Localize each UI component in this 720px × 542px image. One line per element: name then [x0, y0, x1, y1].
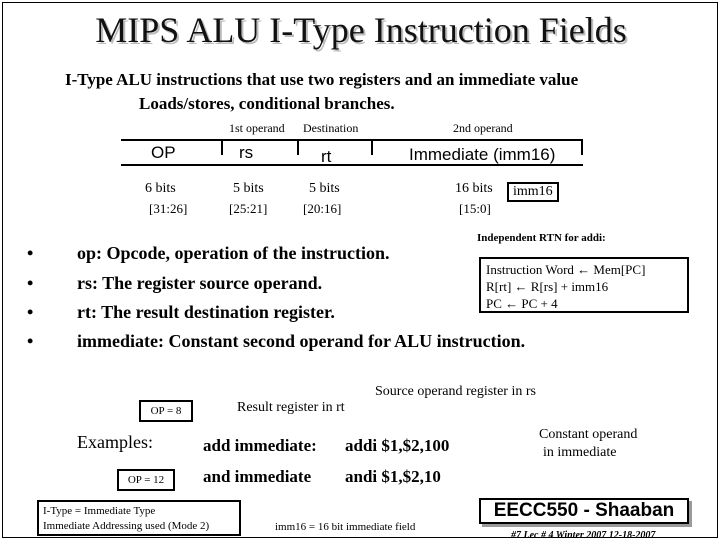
intro-line-2: Loads/stores, conditional branches. — [139, 94, 395, 113]
course-box: EECC550 - Shaaban — [479, 498, 689, 524]
field-rs: rs — [239, 143, 254, 162]
op-box-8: OP = 8 — [139, 400, 193, 422]
example-1-code: addi $1,$2,100 — [345, 436, 450, 455]
range-op: [31:26] — [149, 201, 188, 216]
bits-rs: 5 bits — [233, 181, 264, 196]
bullet-text: immediate: Constant second operand for ALU instruction. — [77, 331, 526, 351]
format-divider-2 — [297, 139, 299, 155]
bullet-marker: • — [27, 273, 34, 293]
slide-info: #7 Lec # 4 Winter 2007 12-18-2007 — [511, 530, 656, 538]
imm16-note: imm16 = 16 bit immediate field — [275, 521, 416, 533]
rtn-box — [479, 257, 689, 313]
bullet-2 — [27, 273, 323, 294]
range-immediate: [15:0] — [459, 201, 491, 216]
example-1-desc: add immediate: — [203, 436, 317, 455]
bullet-text: rs: The register source operand. — [77, 273, 323, 293]
field-immediate: Immediate (imm16) — [409, 145, 556, 164]
examples-label: Examples: — [77, 432, 153, 452]
source-operand-note: Source operand register in rs — [375, 384, 536, 399]
intro-line-1: I-Type ALU instructions that use two registers and an immediate value — [65, 70, 579, 89]
itype-note-box — [37, 500, 241, 536]
rtn-line-2: R[rt] ← R[rs] + imm16 — [486, 279, 609, 294]
label-second-operand: 2nd operand — [453, 121, 513, 135]
rtn-line-3: PC ← PC + 4 — [486, 296, 558, 311]
bits-op: 6 bits — [145, 181, 176, 196]
format-divider-end — [581, 139, 583, 155]
result-register-note: Result register in rt — [237, 400, 345, 415]
example-2-desc: and immediate — [203, 467, 312, 486]
format-top-line — [121, 139, 583, 141]
bullet-text: op: Opcode, operation of the instruction. — [77, 243, 390, 263]
itype-note-line-2: Immediate Addressing used (Mode 2) — [43, 520, 210, 532]
itype-note-line-1: I-Type = Immediate Type — [43, 505, 156, 517]
bullet-marker: • — [27, 243, 34, 263]
field-rt: rt — [321, 147, 332, 166]
bits-immediate: 16 bits — [455, 181, 493, 196]
label-first-operand: 1st operand — [229, 121, 285, 135]
bits-rt: 5 bits — [309, 181, 340, 196]
range-rt: [20:16] — [303, 201, 342, 216]
example-2-code: andi $1,$2,10 — [345, 467, 441, 486]
slide — [2, 2, 718, 538]
format-divider-1 — [221, 139, 223, 155]
constant-note-1: Constant operand — [539, 427, 638, 442]
rtn-line-1: Instruction Word ← Mem[PC] — [486, 262, 646, 277]
bullet-4 — [27, 331, 526, 352]
format-divider-3 — [371, 139, 373, 155]
bullet-marker: • — [27, 331, 34, 351]
rtn-title: Independent RTN for addi: — [477, 232, 606, 244]
bullet-text: rt: The result destination register. — [77, 302, 335, 322]
imm16-tag: imm16 — [507, 182, 559, 202]
bullet-1 — [27, 243, 390, 264]
bullet-marker: • — [27, 302, 34, 322]
range-rs: [25:21] — [229, 201, 268, 216]
field-op: OP — [151, 143, 176, 162]
bullet-3 — [27, 302, 335, 323]
label-destination: Destination — [303, 121, 359, 135]
constant-note-2: in immediate — [543, 445, 617, 460]
op-box-12: OP = 12 — [117, 469, 175, 491]
slide-title: MIPS ALU I-Type Instruction Fields — [95, 10, 627, 50]
